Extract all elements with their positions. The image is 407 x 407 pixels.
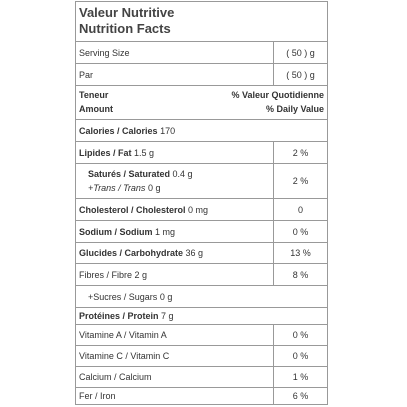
serving-size-value: ( 50 ) g xyxy=(286,47,315,58)
sodium-label: Sodium / Sodium xyxy=(79,226,153,237)
sodium-daily-value: 0 % xyxy=(292,226,309,237)
fibre-row xyxy=(76,264,327,286)
par-label: Par xyxy=(79,69,94,80)
carbohydrate-row xyxy=(76,243,327,264)
saturated-amount: 0.4 g xyxy=(172,169,193,179)
vitamin-c-row xyxy=(76,346,327,367)
title-french: Valeur Nutritive xyxy=(79,5,175,20)
serving-size-row xyxy=(76,42,327,64)
carbohydrate-amount: 36 g xyxy=(185,248,204,258)
cholesterol-daily-value: 0 xyxy=(297,204,303,215)
vitamin-a-label: Vitamine A / Vitamin A xyxy=(79,330,167,340)
carbohydrate-daily-value: 13 % xyxy=(290,248,311,258)
cholesterol-row xyxy=(76,199,327,221)
carbohydrate-label: Glucides / Carbohydrate xyxy=(79,248,184,258)
calcium-label: Calcium / Calcium xyxy=(79,372,152,382)
amount-header-english: Amount xyxy=(79,104,113,114)
nutrition-facts-panel xyxy=(75,1,328,405)
cholesterol-label: Cholesterol / Cholesterol xyxy=(79,204,186,215)
vitamin-a-daily-value: 0 % xyxy=(292,330,309,340)
saturated-trans-daily-value: 2 % xyxy=(292,176,309,186)
trans-amount: 0 g xyxy=(147,183,161,193)
iron-row xyxy=(76,388,327,404)
fat-row xyxy=(76,142,327,164)
sodium-amount: 1 mg xyxy=(155,226,176,237)
panel-header xyxy=(76,2,327,42)
daily-value-header-english: % Daily Value xyxy=(265,104,324,114)
vitamin-c-daily-value: 0 % xyxy=(292,351,309,361)
protein-label: Protéines / Protein xyxy=(79,311,159,321)
saturated-line xyxy=(88,169,193,179)
fat-amount: 1.5 g xyxy=(134,147,155,158)
protein-row xyxy=(76,308,327,325)
trans-label: +Trans / Trans xyxy=(88,183,146,193)
cholesterol-amount: 0 mg xyxy=(188,204,209,215)
calories-row xyxy=(76,120,327,142)
saturated-label: Saturés / Saturated xyxy=(88,169,171,179)
saturated-trans-row xyxy=(76,164,327,199)
sodium-row xyxy=(76,221,327,243)
par-value: ( 50 ) g xyxy=(286,69,315,80)
fat-daily-value: 2 % xyxy=(292,147,309,158)
column-header-row xyxy=(76,86,327,120)
fibre-label: Fibres / Fibre xyxy=(79,269,133,280)
serving-size-label: Serving Size xyxy=(79,47,130,58)
vitamin-c-label: Vitamine C / Vitamin C xyxy=(79,351,170,361)
fat-label: Lipides / Fat xyxy=(79,147,132,158)
protein-amount: 7 g xyxy=(161,311,174,321)
calories-value: 170 xyxy=(160,125,176,136)
calcium-daily-value: 1 % xyxy=(292,372,309,382)
fibre-amount: 2 g xyxy=(134,269,148,280)
title-english: Nutrition Facts xyxy=(79,21,171,36)
iron-daily-value: 6 % xyxy=(292,391,309,401)
iron-label: Fer / Iron xyxy=(79,391,116,401)
trans-line xyxy=(88,183,160,193)
sugars-row xyxy=(76,286,327,308)
fibre-daily-value: 8 % xyxy=(292,269,309,280)
sugars-label: +Sucres / Sugars xyxy=(88,291,158,302)
calcium-row xyxy=(76,367,327,388)
par-row xyxy=(76,64,327,86)
calories-label: Calories / Calories xyxy=(79,125,158,136)
sugars-amount: 0 g xyxy=(159,291,173,302)
vitamin-a-row xyxy=(76,325,327,346)
daily-value-header-french: % Valeur Quotidienne xyxy=(231,90,324,100)
amount-header-french: Teneur xyxy=(79,90,109,100)
